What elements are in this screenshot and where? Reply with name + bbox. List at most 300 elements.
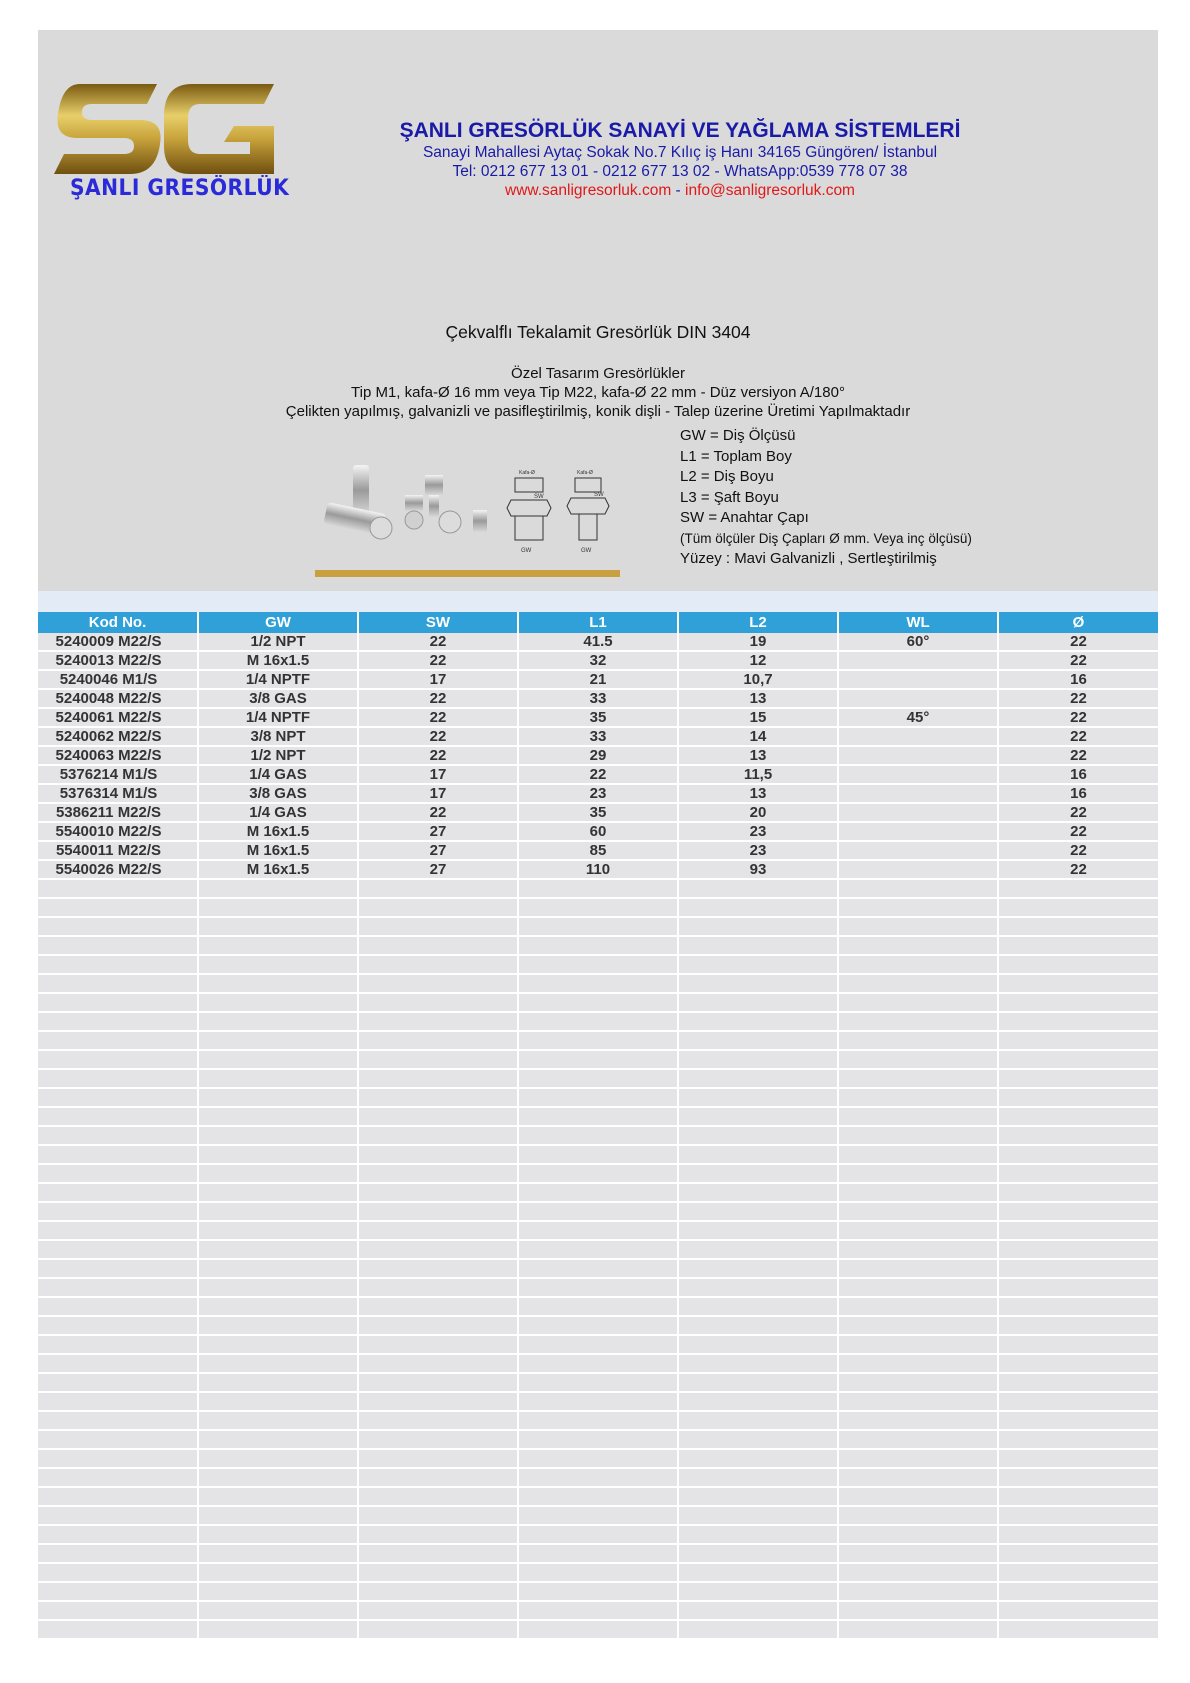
empty-cell bbox=[198, 1240, 358, 1259]
empty-cell bbox=[358, 1069, 518, 1088]
column-header-diameter: Ø bbox=[998, 612, 1158, 633]
empty-cell bbox=[518, 1392, 678, 1411]
empty-cell bbox=[838, 1506, 998, 1525]
empty-cell bbox=[198, 1335, 358, 1354]
empty-table-row bbox=[38, 1468, 1158, 1487]
email-link[interactable]: info@sanligresorluk.com bbox=[685, 182, 855, 199]
empty-cell bbox=[38, 1031, 198, 1050]
header-band bbox=[38, 591, 1158, 612]
empty-cell bbox=[838, 1563, 998, 1582]
empty-cell bbox=[358, 1563, 518, 1582]
empty-cell bbox=[358, 1354, 518, 1373]
empty-cell bbox=[358, 1620, 518, 1639]
empty-cell bbox=[838, 1126, 998, 1145]
empty-cell bbox=[518, 1221, 678, 1240]
empty-cell bbox=[358, 1449, 518, 1468]
empty-cell bbox=[38, 1582, 198, 1601]
company-info bbox=[380, 118, 980, 200]
web-separator: - bbox=[671, 182, 686, 199]
empty-cell bbox=[678, 993, 838, 1012]
empty-cell bbox=[678, 917, 838, 936]
empty-cell bbox=[518, 898, 678, 917]
empty-cell bbox=[838, 1354, 998, 1373]
empty-cell bbox=[38, 1487, 198, 1506]
empty-table-row bbox=[38, 1430, 1158, 1449]
cell-wl bbox=[838, 860, 998, 879]
cell-wl: 60° bbox=[838, 633, 998, 651]
empty-table-row bbox=[38, 1620, 1158, 1639]
empty-cell bbox=[998, 1259, 1158, 1278]
empty-cell bbox=[518, 1202, 678, 1221]
empty-cell bbox=[678, 1620, 838, 1639]
empty-cell bbox=[38, 1107, 198, 1126]
empty-table-row bbox=[38, 879, 1158, 898]
empty-cell bbox=[198, 1259, 358, 1278]
empty-cell bbox=[358, 1107, 518, 1126]
empty-cell bbox=[198, 1050, 358, 1069]
cell-l2: 12 bbox=[678, 651, 838, 670]
empty-cell bbox=[678, 1221, 838, 1240]
cell-gw: 1/4 GAS bbox=[198, 803, 358, 822]
empty-cell bbox=[38, 1088, 198, 1107]
empty-cell bbox=[678, 1031, 838, 1050]
cell-l1: 60 bbox=[518, 822, 678, 841]
empty-cell bbox=[678, 1088, 838, 1107]
empty-cell bbox=[38, 1449, 198, 1468]
legend-item: L3 = Şaft Boyu bbox=[680, 488, 779, 506]
empty-cell bbox=[38, 898, 198, 917]
empty-cell bbox=[838, 936, 998, 955]
empty-cell bbox=[358, 1316, 518, 1335]
cell-diameter: 22 bbox=[998, 651, 1158, 670]
column-header-l2: L2 bbox=[678, 612, 838, 633]
empty-cell bbox=[38, 1563, 198, 1582]
empty-cell bbox=[198, 1620, 358, 1639]
empty-cell bbox=[198, 1107, 358, 1126]
empty-table-row bbox=[38, 1107, 1158, 1126]
empty-cell bbox=[678, 974, 838, 993]
empty-cell bbox=[198, 1012, 358, 1031]
empty-cell bbox=[198, 1487, 358, 1506]
empty-cell bbox=[678, 1183, 838, 1202]
empty-cell bbox=[38, 1202, 198, 1221]
cell-l1: 23 bbox=[518, 784, 678, 803]
empty-cell bbox=[38, 1601, 198, 1620]
empty-cell bbox=[678, 1164, 838, 1183]
cell-diameter: 22 bbox=[998, 633, 1158, 651]
cell-kod: 5540026 M22/S bbox=[38, 860, 198, 879]
empty-cell bbox=[38, 955, 198, 974]
empty-cell bbox=[358, 879, 518, 898]
empty-cell bbox=[38, 1430, 198, 1449]
empty-cell bbox=[838, 1487, 998, 1506]
empty-cell bbox=[518, 1145, 678, 1164]
empty-cell bbox=[358, 898, 518, 917]
empty-cell bbox=[838, 1411, 998, 1430]
empty-cell bbox=[678, 1601, 838, 1620]
empty-cell bbox=[518, 1240, 678, 1259]
empty-cell bbox=[358, 1411, 518, 1430]
empty-cell bbox=[198, 1601, 358, 1620]
empty-cell bbox=[838, 898, 998, 917]
empty-cell bbox=[518, 1126, 678, 1145]
empty-cell bbox=[38, 974, 198, 993]
cell-l2: 14 bbox=[678, 727, 838, 746]
empty-cell bbox=[838, 1468, 998, 1487]
empty-cell bbox=[518, 955, 678, 974]
empty-cell bbox=[518, 1107, 678, 1126]
cell-l1: 22 bbox=[518, 765, 678, 784]
empty-cell bbox=[518, 1487, 678, 1506]
empty-table-row bbox=[38, 993, 1158, 1012]
empty-cell bbox=[198, 936, 358, 955]
empty-table-row bbox=[38, 1525, 1158, 1544]
legend-item: GW = Diş Ölçüsü bbox=[680, 427, 796, 444]
cell-l2: 15 bbox=[678, 708, 838, 727]
empty-cell bbox=[838, 1164, 998, 1183]
empty-cell bbox=[518, 917, 678, 936]
cell-gw: M 16x1.5 bbox=[198, 822, 358, 841]
empty-cell bbox=[998, 1430, 1158, 1449]
legend-item: SW = Anahtar Çapı bbox=[680, 509, 809, 526]
empty-cell bbox=[38, 993, 198, 1012]
cell-sw: 17 bbox=[358, 670, 518, 689]
grease-nipple-photos bbox=[323, 465, 487, 539]
empty-cell bbox=[678, 1069, 838, 1088]
empty-cell bbox=[198, 1126, 358, 1145]
cell-wl bbox=[838, 841, 998, 860]
empty-table-row bbox=[38, 1544, 1158, 1563]
subtitle-line: Çelikten yapılmış, galvanizli ve pasifleştirilmiş, konik dişli - Talep üzerine Üretimi Yapılmaktadır bbox=[285, 403, 911, 420]
empty-cell bbox=[838, 1278, 998, 1297]
empty-cell bbox=[518, 1468, 678, 1487]
empty-cell bbox=[198, 1069, 358, 1088]
empty-cell bbox=[998, 1031, 1158, 1050]
empty-cell bbox=[358, 1050, 518, 1069]
empty-cell bbox=[998, 936, 1158, 955]
cell-sw: 17 bbox=[358, 784, 518, 803]
empty-cell bbox=[38, 1221, 198, 1240]
empty-cell bbox=[38, 1259, 198, 1278]
empty-cell bbox=[198, 974, 358, 993]
cell-diameter: 22 bbox=[998, 727, 1158, 746]
cell-sw: 27 bbox=[358, 822, 518, 841]
empty-cell bbox=[518, 1544, 678, 1563]
empty-table-row bbox=[38, 1278, 1158, 1297]
cell-wl bbox=[838, 803, 998, 822]
empty-cell bbox=[358, 1468, 518, 1487]
empty-cell bbox=[678, 1373, 838, 1392]
empty-cell bbox=[518, 879, 678, 898]
empty-table-row bbox=[38, 1126, 1158, 1145]
empty-cell bbox=[198, 1468, 358, 1487]
table-body bbox=[38, 633, 1158, 1639]
logo-letter-s bbox=[54, 84, 161, 174]
empty-table-row bbox=[38, 974, 1158, 993]
empty-cell bbox=[678, 1145, 838, 1164]
empty-cell bbox=[38, 1468, 198, 1487]
empty-cell bbox=[998, 1392, 1158, 1411]
cell-wl bbox=[838, 689, 998, 708]
cell-l1: 110 bbox=[518, 860, 678, 879]
empty-cell bbox=[998, 1278, 1158, 1297]
empty-cell bbox=[998, 917, 1158, 936]
empty-cell bbox=[358, 1088, 518, 1107]
empty-cell bbox=[198, 1392, 358, 1411]
product-subtitles bbox=[38, 364, 1158, 421]
column-header-sw: SW bbox=[358, 612, 518, 633]
empty-cell bbox=[998, 1050, 1158, 1069]
empty-cell bbox=[198, 1297, 358, 1316]
table-row bbox=[38, 708, 1158, 727]
empty-cell bbox=[38, 1164, 198, 1183]
empty-cell bbox=[678, 1449, 838, 1468]
empty-cell bbox=[518, 1031, 678, 1050]
empty-cell bbox=[358, 1278, 518, 1297]
empty-cell bbox=[838, 1202, 998, 1221]
empty-cell bbox=[518, 1430, 678, 1449]
cell-kod: 5240061 M22/S bbox=[38, 708, 198, 727]
empty-cell bbox=[998, 1582, 1158, 1601]
empty-cell bbox=[198, 1278, 358, 1297]
empty-cell bbox=[198, 1411, 358, 1430]
table-row bbox=[38, 841, 1158, 860]
empty-cell bbox=[358, 1259, 518, 1278]
empty-table-row bbox=[38, 1449, 1158, 1468]
empty-table-row bbox=[38, 1069, 1158, 1088]
empty-cell bbox=[998, 1183, 1158, 1202]
logo-wordmark: ŞANLI GRESÖRLÜK bbox=[70, 176, 290, 201]
head-label-2: Kafa-Ø bbox=[577, 470, 593, 476]
empty-cell bbox=[518, 1449, 678, 1468]
company-name: ŞANLI GRESÖRLÜK SANAYİ VE YAĞLAMA SİSTEMLERİ bbox=[399, 119, 961, 142]
empty-table-row bbox=[38, 1335, 1158, 1354]
empty-cell bbox=[198, 917, 358, 936]
cell-diameter: 16 bbox=[998, 784, 1158, 803]
empty-cell bbox=[678, 898, 838, 917]
empty-cell bbox=[358, 1012, 518, 1031]
company-web-line bbox=[380, 181, 980, 200]
column-header-kod: Kod No. bbox=[38, 612, 198, 633]
empty-cell bbox=[518, 1335, 678, 1354]
cell-l1: 29 bbox=[518, 746, 678, 765]
empty-cell bbox=[198, 1506, 358, 1525]
empty-cell bbox=[838, 1373, 998, 1392]
table-row bbox=[38, 803, 1158, 822]
cell-diameter: 22 bbox=[998, 841, 1158, 860]
cell-l2: 23 bbox=[678, 822, 838, 841]
empty-cell bbox=[678, 1525, 838, 1544]
empty-cell bbox=[838, 955, 998, 974]
empty-table-row bbox=[38, 1221, 1158, 1240]
empty-cell bbox=[518, 1069, 678, 1088]
cell-diameter: 22 bbox=[998, 803, 1158, 822]
empty-cell bbox=[38, 1373, 198, 1392]
empty-cell bbox=[38, 1335, 198, 1354]
empty-cell bbox=[358, 936, 518, 955]
empty-cell bbox=[38, 1392, 198, 1411]
empty-cell bbox=[38, 1240, 198, 1259]
empty-cell bbox=[678, 1107, 838, 1126]
empty-cell bbox=[678, 1278, 838, 1297]
empty-cell bbox=[678, 1297, 838, 1316]
empty-cell bbox=[38, 1411, 198, 1430]
empty-cell bbox=[358, 974, 518, 993]
cell-gw: 1/4 NPTF bbox=[198, 708, 358, 727]
empty-cell bbox=[198, 1525, 358, 1544]
table-header-row bbox=[38, 612, 1158, 633]
cell-gw: 3/8 GAS bbox=[198, 689, 358, 708]
cell-l1: 41.5 bbox=[518, 633, 678, 651]
cell-gw: 3/8 GAS bbox=[198, 784, 358, 803]
empty-cell bbox=[838, 1107, 998, 1126]
sw-label-2: SW bbox=[594, 492, 604, 498]
empty-cell bbox=[998, 898, 1158, 917]
empty-cell bbox=[38, 1050, 198, 1069]
empty-cell bbox=[998, 879, 1158, 898]
gold-bar bbox=[315, 570, 620, 577]
empty-cell bbox=[838, 1050, 998, 1069]
empty-cell bbox=[38, 1506, 198, 1525]
empty-cell bbox=[358, 1221, 518, 1240]
cell-wl bbox=[838, 765, 998, 784]
empty-table-row bbox=[38, 917, 1158, 936]
empty-cell bbox=[198, 1544, 358, 1563]
empty-cell bbox=[518, 1506, 678, 1525]
empty-cell bbox=[358, 1126, 518, 1145]
empty-cell bbox=[518, 1601, 678, 1620]
empty-cell bbox=[198, 1563, 358, 1582]
empty-cell bbox=[518, 1373, 678, 1392]
empty-cell bbox=[198, 1183, 358, 1202]
logo-letter-g bbox=[164, 84, 274, 174]
empty-cell bbox=[38, 1183, 198, 1202]
cell-gw: 1/2 NPT bbox=[198, 746, 358, 765]
empty-cell bbox=[358, 1487, 518, 1506]
empty-cell bbox=[998, 1506, 1158, 1525]
empty-cell bbox=[38, 1278, 198, 1297]
head-label: Kafa-Ø bbox=[519, 470, 535, 476]
empty-cell bbox=[838, 1012, 998, 1031]
legend-item: L2 = Diş Boyu bbox=[680, 468, 774, 485]
empty-cell bbox=[678, 1335, 838, 1354]
cell-wl bbox=[838, 670, 998, 689]
cell-sw: 17 bbox=[358, 765, 518, 784]
empty-cell bbox=[998, 1354, 1158, 1373]
empty-cell bbox=[518, 1088, 678, 1107]
cell-l2: 11,5 bbox=[678, 765, 838, 784]
empty-cell bbox=[38, 1297, 198, 1316]
empty-cell bbox=[838, 1069, 998, 1088]
empty-cell bbox=[358, 1373, 518, 1392]
cell-l1: 33 bbox=[518, 689, 678, 708]
empty-cell bbox=[998, 1620, 1158, 1639]
empty-cell bbox=[998, 1012, 1158, 1031]
empty-cell bbox=[38, 1316, 198, 1335]
cell-l2: 23 bbox=[678, 841, 838, 860]
empty-table-row bbox=[38, 1563, 1158, 1582]
empty-cell bbox=[998, 1373, 1158, 1392]
cell-l1: 85 bbox=[518, 841, 678, 860]
cell-kod: 5240009 M22/S bbox=[38, 633, 198, 651]
empty-cell bbox=[358, 1392, 518, 1411]
cell-l1: 35 bbox=[518, 708, 678, 727]
empty-cell bbox=[38, 879, 198, 898]
empty-cell bbox=[838, 1620, 998, 1639]
empty-cell bbox=[998, 1240, 1158, 1259]
empty-cell bbox=[998, 1468, 1158, 1487]
empty-cell bbox=[358, 1031, 518, 1050]
empty-cell bbox=[678, 1202, 838, 1221]
gw-label: GW bbox=[521, 548, 532, 554]
empty-cell bbox=[198, 1164, 358, 1183]
cell-wl bbox=[838, 746, 998, 765]
empty-cell bbox=[678, 1316, 838, 1335]
website-link[interactable]: www.sanligresorluk.com bbox=[505, 182, 672, 199]
cell-sw: 22 bbox=[358, 746, 518, 765]
empty-table-row bbox=[38, 1506, 1158, 1525]
empty-cell bbox=[518, 993, 678, 1012]
empty-table-row bbox=[38, 1487, 1158, 1506]
empty-cell bbox=[358, 1525, 518, 1544]
empty-cell bbox=[358, 955, 518, 974]
empty-table-row bbox=[38, 1088, 1158, 1107]
empty-cell bbox=[678, 1354, 838, 1373]
cell-kod: 5386211 M22/S bbox=[38, 803, 198, 822]
cell-kod: 5240062 M22/S bbox=[38, 727, 198, 746]
empty-cell bbox=[998, 1411, 1158, 1430]
empty-table-row bbox=[38, 1373, 1158, 1392]
empty-cell bbox=[38, 1126, 198, 1145]
empty-cell bbox=[678, 879, 838, 898]
empty-table-row bbox=[38, 1297, 1158, 1316]
empty-cell bbox=[838, 1601, 998, 1620]
cell-diameter: 16 bbox=[998, 765, 1158, 784]
empty-cell bbox=[518, 1620, 678, 1639]
empty-cell bbox=[38, 1525, 198, 1544]
empty-table-row bbox=[38, 1411, 1158, 1430]
cell-l1: 35 bbox=[518, 803, 678, 822]
cell-gw: 1/4 GAS bbox=[198, 765, 358, 784]
cell-sw: 22 bbox=[358, 633, 518, 651]
empty-cell bbox=[198, 898, 358, 917]
product-image bbox=[315, 460, 620, 580]
empty-cell bbox=[998, 1601, 1158, 1620]
empty-cell bbox=[518, 936, 678, 955]
empty-cell bbox=[358, 1240, 518, 1259]
empty-cell bbox=[678, 1411, 838, 1430]
empty-cell bbox=[678, 936, 838, 955]
empty-cell bbox=[358, 1601, 518, 1620]
empty-cell bbox=[998, 1202, 1158, 1221]
sw-label: SW bbox=[534, 494, 544, 500]
empty-table-row bbox=[38, 1202, 1158, 1221]
cell-l2: 93 bbox=[678, 860, 838, 879]
empty-cell bbox=[198, 1430, 358, 1449]
empty-cell bbox=[358, 1164, 518, 1183]
empty-table-row bbox=[38, 1183, 1158, 1202]
empty-cell bbox=[838, 1297, 998, 1316]
empty-cell bbox=[518, 1411, 678, 1430]
empty-table-row bbox=[38, 1316, 1158, 1335]
empty-cell bbox=[998, 1563, 1158, 1582]
empty-table-row bbox=[38, 1354, 1158, 1373]
empty-cell bbox=[998, 1164, 1158, 1183]
cell-l1: 32 bbox=[518, 651, 678, 670]
empty-cell bbox=[998, 1449, 1158, 1468]
cell-diameter: 22 bbox=[998, 689, 1158, 708]
empty-cell bbox=[518, 1050, 678, 1069]
